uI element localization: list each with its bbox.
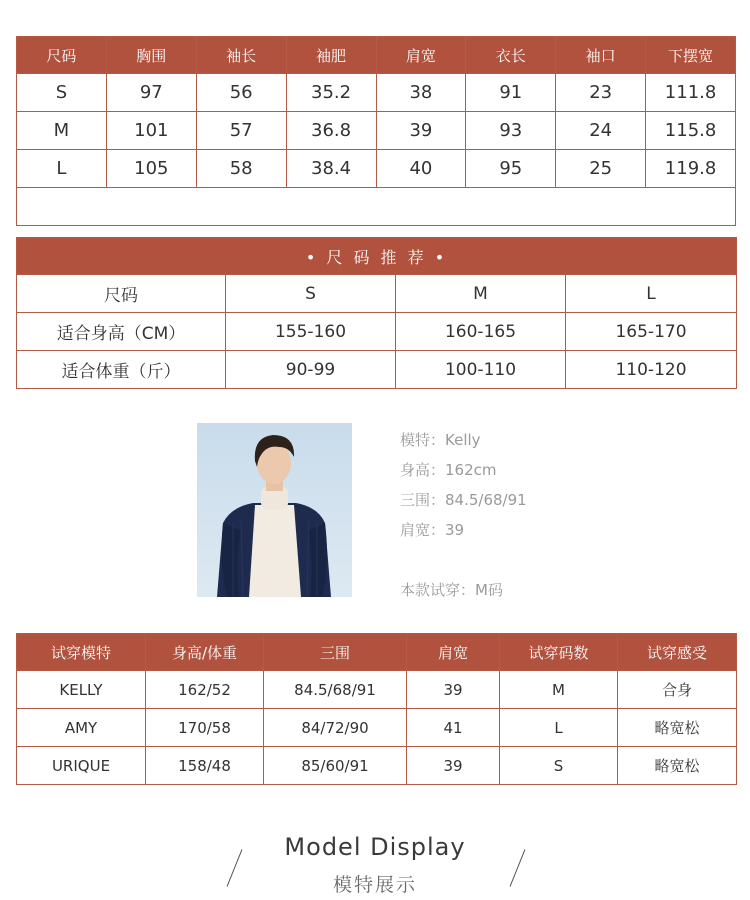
recommend-cell: 155-160	[226, 313, 396, 351]
try-cell: 39	[407, 747, 500, 785]
try-header-cell: 试穿模特	[17, 634, 146, 671]
size-cell: 38	[376, 74, 466, 112]
try-cell: 略宽松	[618, 709, 737, 747]
recommend-row-weight	[17, 351, 737, 389]
size-cell: 38.4	[286, 150, 376, 188]
recommend-cell: 110-120	[566, 351, 737, 389]
size-row-l	[17, 150, 736, 188]
size-cell: 23	[556, 74, 646, 112]
model-info	[400, 426, 527, 606]
try-cell: 85/60/91	[264, 747, 407, 785]
size-header-cell: 袖肥	[286, 37, 376, 74]
try-header-cell: 肩宽	[407, 634, 500, 671]
recommend-cell: 90-99	[226, 351, 396, 389]
size-cell: 36.8	[286, 112, 376, 150]
try-cell: 158/48	[146, 747, 264, 785]
recommend-cell: 适合体重（斤）	[17, 351, 226, 389]
info-spacer	[400, 546, 527, 576]
recommend-cell: S	[226, 275, 396, 313]
size-row-empty	[17, 188, 736, 226]
size-cell: 58	[196, 150, 286, 188]
size-cell: 115.8	[646, 112, 736, 150]
size-cell: 101	[106, 112, 196, 150]
size-header-cell: 衣长	[466, 37, 556, 74]
size-cell: L	[17, 150, 107, 188]
size-cell: 97	[106, 74, 196, 112]
size-header-cell: 下摆宽	[646, 37, 736, 74]
recommend-cell: 165-170	[566, 313, 737, 351]
model-display-title-en: Model Display	[284, 833, 466, 861]
try-header-cell: 身高/体重	[146, 634, 264, 671]
model-height: 身高：162cm	[400, 461, 497, 479]
try-cell: AMY	[17, 709, 146, 747]
size-cell: 39	[376, 112, 466, 150]
try-cell: 41	[407, 709, 500, 747]
model-tried-size: 本款试穿：M码	[400, 581, 503, 599]
recommend-cell: 100-110	[396, 351, 566, 389]
recommend-row-height	[17, 313, 737, 351]
try-header-cell: 三围	[264, 634, 407, 671]
model-name: 模特：Kelly	[400, 431, 481, 449]
model-shoulder: 肩宽：39	[400, 521, 465, 539]
try-cell: 162/52	[146, 671, 264, 709]
size-cell: M	[17, 112, 107, 150]
empty-cell	[17, 188, 736, 226]
try-cell: 略宽松	[618, 747, 737, 785]
model-measurements: 三围：84.5/68/91	[400, 491, 527, 509]
recommend-cell: M	[396, 275, 566, 313]
size-cell: 35.2	[286, 74, 376, 112]
try-row-urique	[17, 747, 737, 785]
try-table-header	[17, 634, 737, 671]
try-cell: M	[500, 671, 618, 709]
model-photo	[197, 423, 352, 597]
recommend-cell: 160-165	[396, 313, 566, 351]
size-cell: 40	[376, 150, 466, 188]
size-header-cell: 尺码	[17, 37, 107, 74]
size-cell: 25	[556, 150, 646, 188]
size-cell: 56	[196, 74, 286, 112]
try-cell: 39	[407, 671, 500, 709]
size-header-cell: 肩宽	[376, 37, 466, 74]
model-display-title-cn: 模特展示	[332, 874, 417, 896]
recommend-cell: 适合身高（CM）	[17, 313, 226, 351]
try-row-amy	[17, 709, 737, 747]
try-header-cell: 试穿感受	[618, 634, 737, 671]
size-cell: S	[17, 74, 107, 112]
size-cell: 119.8	[646, 150, 736, 188]
try-cell: L	[500, 709, 618, 747]
size-header-cell: 袖长	[196, 37, 286, 74]
try-cell: KELLY	[17, 671, 146, 709]
size-cell: 95	[466, 150, 556, 188]
size-cell: 57	[196, 112, 286, 150]
try-cell: S	[500, 747, 618, 785]
recommend-title: • 尺 码 推 荐 •	[17, 238, 737, 275]
size-table	[16, 36, 736, 226]
size-row-s	[17, 74, 736, 112]
size-header-cell: 胸围	[106, 37, 196, 74]
try-cell: 84.5/68/91	[264, 671, 407, 709]
size-cell: 91	[466, 74, 556, 112]
try-cell: 合身	[618, 671, 737, 709]
size-cell: 111.8	[646, 74, 736, 112]
size-cell: 24	[556, 112, 646, 150]
size-recommend-table	[16, 237, 737, 389]
try-cell: 170/58	[146, 709, 264, 747]
recommend-cell: 尺码	[17, 275, 226, 313]
size-cell: 105	[106, 150, 196, 188]
try-on-table	[16, 633, 737, 785]
try-header-cell: 试穿码数	[500, 634, 618, 671]
recommend-row-size	[17, 275, 737, 313]
size-header-cell: 袖口	[556, 37, 646, 74]
recommend-cell: L	[566, 275, 737, 313]
size-row-m	[17, 112, 736, 150]
size-cell: 93	[466, 112, 556, 150]
try-cell: URIQUE	[17, 747, 146, 785]
try-row-kelly	[17, 671, 737, 709]
size-table-header	[17, 37, 736, 74]
recommend-title-row	[17, 238, 737, 275]
try-cell: 84/72/90	[264, 709, 407, 747]
